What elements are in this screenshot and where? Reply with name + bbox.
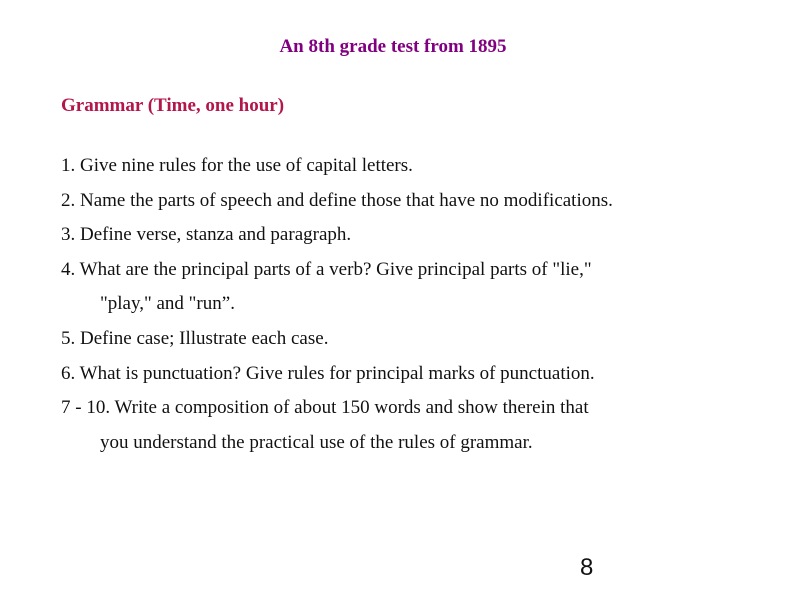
page-number: 8 — [580, 554, 594, 581]
question-list — [61, 154, 613, 465]
question-line: 1. Give nine rules for the use of capital letters. — [61, 155, 413, 176]
question-line: 3. Define verse, stanza and paragraph. — [61, 224, 352, 246]
question-line: 5. Define case; Illustrate each case. — [61, 327, 329, 349]
question-line: 2. Name the parts of speech and define those that have no modifications. — [61, 189, 613, 211]
question-line: 6. What is punctuation? Give rules for principal marks of punctuation. — [61, 362, 595, 384]
question-line-continuation: you understand the practical use of the rules of grammar. — [100, 431, 533, 453]
slide-title: An 8th grade test from 1895 — [279, 36, 507, 57]
question-line: 4. What are the principal parts of a verb? Give principal parts of "lie," — [61, 258, 592, 280]
question-line-continuation: "play," and "run”. — [100, 293, 235, 315]
question-line: 7 - 10. Write a composition of about 150 words and show therein that — [61, 397, 589, 419]
section-heading: Grammar (Time, one hour) — [61, 95, 285, 116]
